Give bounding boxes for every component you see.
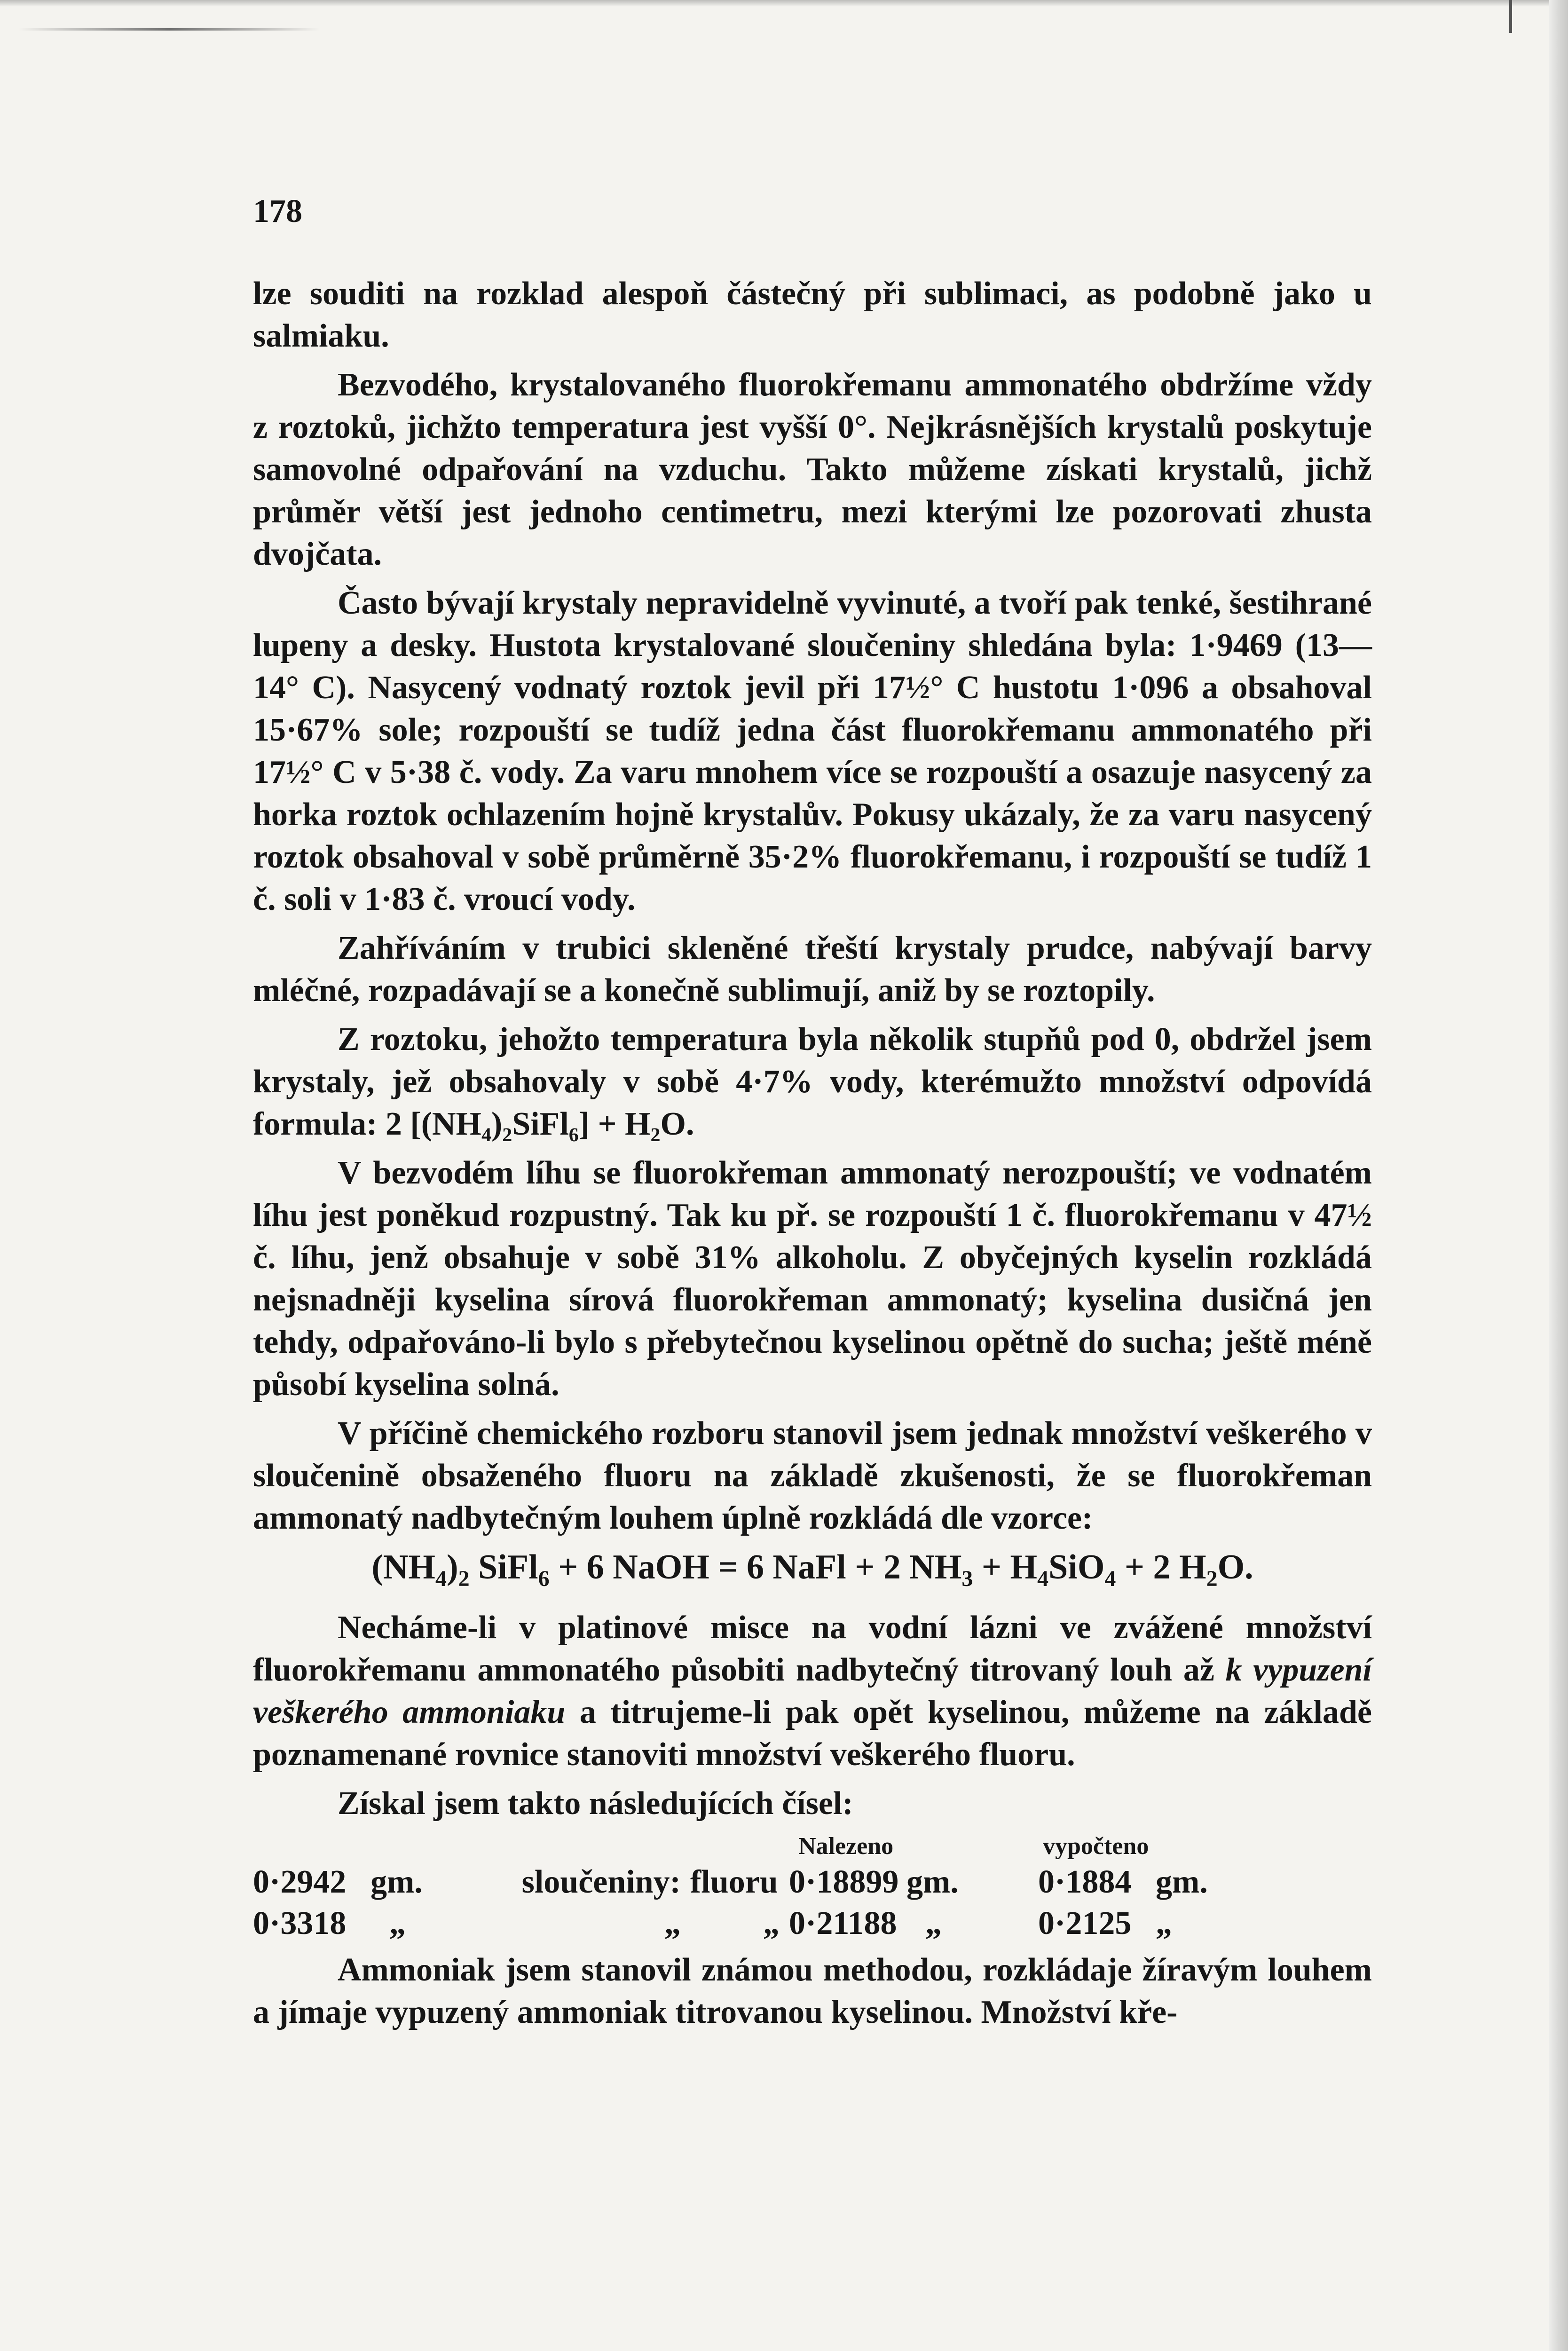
- page-body: [253, 273, 1372, 2040]
- scan-artifact-mark: [1509, 0, 1512, 33]
- scan-edge-top: [0, 0, 1568, 7]
- header-found: Nalezeno: [798, 1832, 894, 1860]
- results-table: [253, 1831, 1372, 1944]
- scan-edge-right: [1549, 0, 1568, 2351]
- italic-phrase: k vypuzení veškerého ammoniaku: [253, 1651, 1372, 1730]
- paragraph-2: Bezvodého, krystalovaného fluorokřemanu ammonatého obdržíme vždy z roztoků, jichžto temperatura jest vyšší 0°. Nejkrásnějších krystalů poskytuje samovolné odpařování na vzduchu. Takto můžeme získati krystalů, jichž průměr větší jest jednoho centimetru, mezi kterými lze pozorovati zhusta dvojčata.: [253, 367, 1372, 572]
- page-number: 178: [253, 193, 302, 229]
- paragraph-1: lze souditi na rozklad alespoň částečný při sublimaci, as podobně jako u salmiaku.: [253, 276, 1372, 354]
- paragraph-last: Ammoniak jsem stanovil známou methodou, rozkládaje žíravým louhem a jímaje vypuzený ammoniak titrovanou kyselinou. Množství kře-: [253, 1951, 1372, 2030]
- paragraph-5: Z roztoku, jehožto temperatura byla několik stupňů pod 0, obdržel jsem krystaly, jež obsahovaly v sobě 4·7% vody, kterémužto množství odpovídá formula: 2 [(NH₄)₂SiFl₆] + H₂O.: [253, 1021, 1372, 1142]
- results-header: [253, 1831, 1372, 1862]
- paragraph-8: Necháme-li v platinové misce na vodní lázni ve zvážené množství fluorokřemanu ammonatého působiti nadbytečný titrovaný louh až k vypuzení veškerého ammoniaku a titrujeme-li pak opět kyselinou, můžeme na základě poznamenané rovnice stanoviti množství veškerého fluoru.: [253, 1609, 1372, 1773]
- paragraph-6: V bezvodém líhu se fluorokřeman ammonatý nerozpouští; ve vodnatém líhu jest poněkud rozpustný. Tak ku př. se rozpouští 1 č. fluorokřemanu v 47½ č. líhu, jenž obsahuje v sobě 31% alkoholu. Z obyčejných kyselin rozkládá nejsnadněji kyselina sírová fluorokřeman ammonatý; kyselina dusičná jen tehdy, odpařováno-li bylo s přebytečnou kyselinou opětně do sucha; ještě méně působí kyselina solná.: [253, 1155, 1372, 1403]
- results-intro: Získal jsem takto následujících čísel:: [338, 1785, 853, 1822]
- scan-artifact-line: [19, 28, 320, 31]
- paragraph-4: Zahříváním v trubici skleněné třeští krystaly prudce, nabývají barvy mléčné, rozpadávají se a konečně sublimují, aniž by se roztopily.: [253, 930, 1372, 1009]
- paragraph-7: V příčině chemického rozboru stanovil jsem jednak množství veškerého v sloučenině obsaženého fluoru na základě zkušenosti, že se fluorokřeman ammonatý nadbytečným louhem úplně rozkládá dle vzorce:: [253, 1415, 1372, 1536]
- chemical-equation: $(NH_4)_2$ SiFl$_6$ + 6 NaOH = 6 NaFl + 2 $NH_3 + H_4SiO_4 + 2$ $H_2O$.: [371, 1548, 1253, 1591]
- table-row: 0·2942 gm. sloučeniny: fluoru 0·18899 gm. 0·1884 gm.: [253, 1863, 1208, 1900]
- paragraph-3: Často bývají krystaly nepravidelně vyvinuté, a tvoří pak tenké, šestihrané lupeny a desky. Hustota krystalované sloučeniny shledána byla: 1·9469 (13—14° C). Nasycený vodnatý roztok jevil při 17½° C hustotu 1·096 a obsahoval 15·67% sole; rozpouští se tudíž jedna část fluorokřemanu ammonatého při 17½° C v 5·38 č. vody. Za varu mnohem více se rozpouští a osazuje nasycený za horka roztok ochlazením hojně krystalův. Pokusy ukázaly, že za varu nasycený roztok obsahoval v sobě průměrně 35·2% fluorokřemanu, i rozpouští se tudíž 1 č. soli v 1·83 č. vroucí vody.: [253, 585, 1372, 917]
- table-row: 0·3318 „ „ „ 0·21188 „ 0·2125 „: [253, 1905, 1172, 1941]
- header-calc: vypočteno: [1043, 1832, 1149, 1860]
